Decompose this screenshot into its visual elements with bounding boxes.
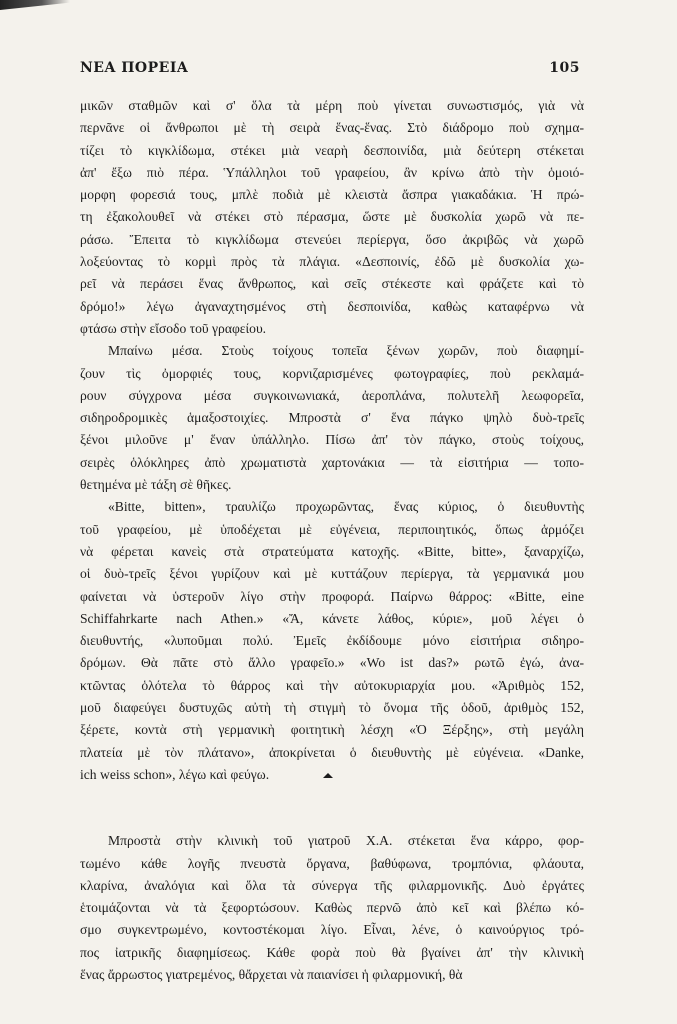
text-line: μορφη φορεσιά τους, μπλὲ ποδιὰ μὲ κλειστὰ ἄσπρα γιακαδάκια. Ἡ πρώ- xyxy=(80,187,584,203)
text-line: δρόμο!» λέγω ἀγαναχτησμένος στὴ δεσποινίδα, καθὼς καταφέρνω νὰ xyxy=(80,298,584,314)
text-line: ρουν σύγχρονα μέσα συγκοινωνιακά, ἀεροπλάνα, πολυτελῆ λεωφορεῖα, xyxy=(80,387,584,403)
text-line: θετημένα μὲ τάξη σὲ θῆκες. xyxy=(80,477,232,493)
text-line: μικῶν σταθμῶν καὶ σ' ὅλα τὰ μέρη ποὺ γίνεται συνωστισμός, γιὰ νὰ xyxy=(80,98,584,113)
text-line: Μπροστὰ στὴν κλινικὴ τοῦ γιατροῦ Χ.Α. στέκεται ἕνα κάρρο, φορ- xyxy=(108,833,584,849)
text-line: πλατεία μὲ τὸν πλάτανο», ἀποκρίνεται ὁ διευθυντὴς μὲ εὐγένεια. «Danke, xyxy=(80,744,584,760)
text-line: νὰ φέρεται κανεὶς στὰ στρατεύματα κατοχῆς. «Bitte, bitte», ξαναρχίζω, xyxy=(80,543,584,559)
text-line: ρεῖ νὰ περάσει ἕνας ἄνθρωπος, καὶ σεῖς στέκεστε καὶ φράζετε καὶ τὸ xyxy=(80,276,584,292)
text-line: ἕνας ἄρρωστος γιατρεμένος, θἄρχεται νὰ παιανίσει ἡ φιλαρμονική, θὰ xyxy=(80,966,463,982)
text-line: περνᾶνε οἱ ἄνθρωποι μὲ τὴ σειρὰ ἕνας-ἕνας. Στὸ διάδρομο ποὺ σχημα- xyxy=(80,120,584,136)
section-separator-icon xyxy=(322,772,334,780)
text-line: τοῦ γραφείου, μὲ ὑποδέχεται μὲ εὐγένεια, περιποιητικός, ὅπως ἁρμόζει xyxy=(80,521,584,537)
text-line: ξέρετε, κοντὰ στὴ γερμανικὴ φοιτητικὴ λέσχη «Ὁ Ξέρξης», στὴ μεγάλη xyxy=(80,722,584,738)
text-line: οἱ δυὸ-τρεῖς ξένοι γυρίζουν καὶ μὲ κυττάζουν περίεργα, τὰ γερμανικά μου xyxy=(80,566,584,582)
text-line: ich weiss schon», λέγω καὶ φεύγω. xyxy=(80,766,270,782)
running-title: ΝΕΑ ΠΟΡΕΙΑ xyxy=(80,60,189,76)
text-line: δρόμων. Θὰ πᾶτε στὸ ἄλλο γραφεῖο.» «Wo ist das?» ρωτῶ ἐγώ, ἀνα- xyxy=(80,655,584,671)
text-line: «Bitte, bitten», τραυλίζω προχωρῶντας, ἕνας κύριος, ὁ διευθυντὴς xyxy=(108,499,584,515)
text-line: κλαρίνα, ἀναλόγια καὶ ὅλα τὰ σύνεργα τῆς φιλαρμονικῆς. Δυὸ ἐργάτες xyxy=(80,877,584,893)
text-line: κτῶντας ὁλότελα τὸ θάρρος καὶ τὴν αὐτοκυριαρχία μου. «Ἀριθμὸς 152, xyxy=(80,677,584,693)
text-line: ἀπ' ἔξω πιὸ πέρα. Ὑπάλληλοι τοῦ γραφείου, ἂν κρίνω ἀπὸ τὴν ὁμοιό- xyxy=(80,164,584,180)
text-line: Μπαίνω μέσα. Στοὺς τοίχους τοπεῖα ξένων χωρῶν, ποὺ διαφημί- xyxy=(108,343,584,359)
text-line: σειρὲς ὁλόκληρες ἀπὸ χρωματιστὰ χαρτονάκια — τὰ εἰσιτήρια — τοπο- xyxy=(80,454,584,470)
text-line: φαίνεται νὰ ὑστεροῦν λίγο στὴν προφορά. Παίρνω θάρρος: «Bitte, eine xyxy=(80,588,584,604)
text-line: τωμένο κάθε λογῆς πνευστὰ ὄργανα, βαθύφωνα, τρομπόνια, φλάουτα, xyxy=(80,855,584,871)
paragraph xyxy=(80,340,584,496)
text-line: ξένοι μιλοῦνε μ' ἕναν ὑπάλληλο. Πίσω ἀπ' τὸν πάγκο, στοὺς τοίχους, xyxy=(80,432,584,448)
running-header xyxy=(80,60,580,82)
scan-edge-mark xyxy=(0,0,70,10)
text-line: διευθυντής, «λυποῦμαι πολύ. Ἐμεῖς ἐκδίδουμε μόνο εἰσιτήρια σιδηρο- xyxy=(80,633,584,649)
text-line: ράσω. Ἔπειτα τὸ κιγκλίδωμα στενεύει περίεργα, ὅσο ἀκριβῶς νὰ χωρῶ xyxy=(80,231,584,247)
body-text xyxy=(80,95,584,986)
text-line: φτάσω στὴν εἴσοδο τοῦ γραφείου. xyxy=(80,320,267,336)
page-number: 105 xyxy=(549,60,580,76)
text-line: μοῦ διαφεύγει δυστυχῶς αὐτὴ τὴ στιγμὴ τὸ ὄνομα τῆς ὁδοῦ, ἀριθμὸς 152, xyxy=(80,700,584,716)
paragraph xyxy=(80,95,584,340)
text-line: πος ἰατρικῆς διαφημίσεως. Κάθε φορὰ ποὺ θὰ βγαίνει ἀπ' τὴν κλινικὴ xyxy=(80,944,584,960)
text-line: ζουν τὶς ὀμορφιές τους, κορνιζαρισμένες φωτογραφίες, ποὺ ρεκλαμά- xyxy=(80,365,584,381)
paragraph xyxy=(80,830,584,986)
text-line: τη ἐξακολουθεῖ νὰ στέκει στὸ πέρασμα, ὥστε μὲ δυσκολία χωρῶ νὰ πε- xyxy=(80,209,584,225)
text-line: ἑτοιμάζονται νὰ τὰ ξεφορτώσουν. Καθὼς περνῶ ἀπὸ κεῖ καὶ βλέπω κό- xyxy=(80,900,584,916)
text-line: σμο συγκεντρωμένο, κοντοστέκομαι λίγο. Εἶναι, λένε, ὁ καινούργιος τρό- xyxy=(80,922,584,938)
text-line: λοξεύοντας τὸ κορμὶ πρὸς τὰ πλάγια. «Δεσποινίς, ἐδῶ μὲ δυσκολία χω- xyxy=(80,254,584,270)
paragraph xyxy=(80,496,584,786)
text-line: τίζει τὸ κιγκλίδωμα, στέκει μιὰ νεαρὴ δεσποινίδα, μιὰ δεύτερη στέκεται xyxy=(80,142,584,158)
text-line: σιδηροδρομικὲς ἁμαξοστοιχίες. Μπροστὰ σ' ἕνα πάγκο ψηλὸ δυὸ-τρεῖς xyxy=(80,410,584,426)
text-line: Schiffahrkarte nach Athen.» «Ἄ, κάνετε λάθος, κύριε», μοῦ λέγει ὁ xyxy=(80,610,584,626)
